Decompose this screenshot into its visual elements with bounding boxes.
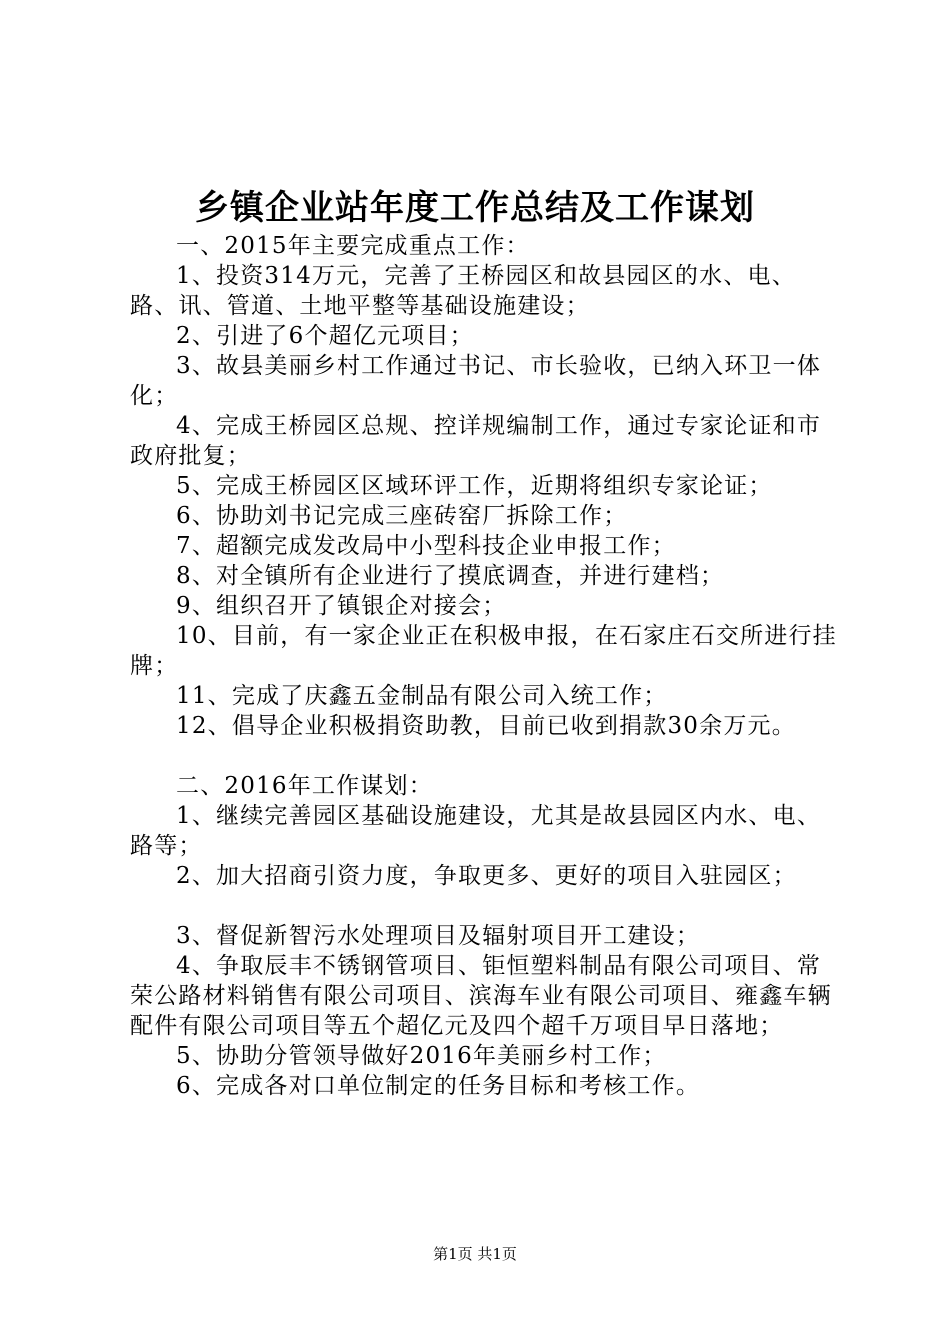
list-item: 8、对全镇所有企业进行了摸底调查，并进行建档； [176, 563, 725, 589]
section-heading: 二、2016年工作谋划： [176, 773, 433, 799]
list-item: 6、协助刘书记完成三座砖窑厂拆除工作； [176, 503, 628, 529]
list-item: 11、完成了庆鑫五金制品有限公司入统工作； [176, 683, 668, 709]
list-item: 12、倡导企业积极捐资助教，目前已收到捐款30余万元。 [176, 713, 796, 739]
list-item: 5、协助分管领导做好2016年美丽乡村工作； [176, 1043, 667, 1069]
list-item: 7、超额完成发改局中小型科技企业申报工作； [176, 533, 676, 559]
paragraph-spacer [130, 741, 842, 771]
paragraph-spacer [130, 891, 842, 921]
document-body [130, 231, 842, 1101]
list-item: 4、争取辰丰不锈钢管项目、钜恒塑料制品有限公司项目、常荣公路材料销售有限公司项目、滨海车业有限公司项目、雍鑫车辆配件有限公司项目等五个超亿元及四个超千万项目早日落地； [130, 953, 832, 1039]
list-item: 3、督促新智污水处理项目及辐射项目开工建设； [176, 923, 701, 949]
list-item: 1、投资314万元，完善了王桥园区和故县园区的水、电、路、讯、管道、土地平整等基础设施建设； [130, 263, 796, 319]
list-item: 6、完成各对口单位制定的任务目标和考核工作。 [176, 1073, 701, 1099]
list-item: 1、继续完善园区基础设施建设，尤其是故县园区内水、电、路等； [130, 803, 822, 859]
list-item: 10、目前，有一家企业正在积极申报，在石家庄石交所进行挂牌； [130, 623, 837, 679]
list-item: 4、完成王桥园区总规、控详规编制工作，通过专家论证和市政府批复； [130, 413, 822, 469]
page-footer: 第1页 共1页 [433, 1245, 517, 1263]
document-title: 乡镇企业站年度工作总结及工作谋划 [195, 188, 755, 228]
list-item: 2、引进了6个超亿元项目； [176, 323, 474, 349]
section-heading: 一、2015年主要完成重点工作： [176, 233, 530, 259]
list-item: 9、组织召开了镇银企对接会； [176, 593, 507, 619]
list-item: 2、加大招商引资力度，争取更多、更好的项目入驻园区； [176, 863, 797, 889]
list-item: 5、完成王桥园区区域环评工作，近期将组织专家论证； [176, 473, 773, 499]
list-item: 3、故县美丽乡村工作通过书记、市长验收，已纳入环卫一体化； [130, 353, 822, 409]
